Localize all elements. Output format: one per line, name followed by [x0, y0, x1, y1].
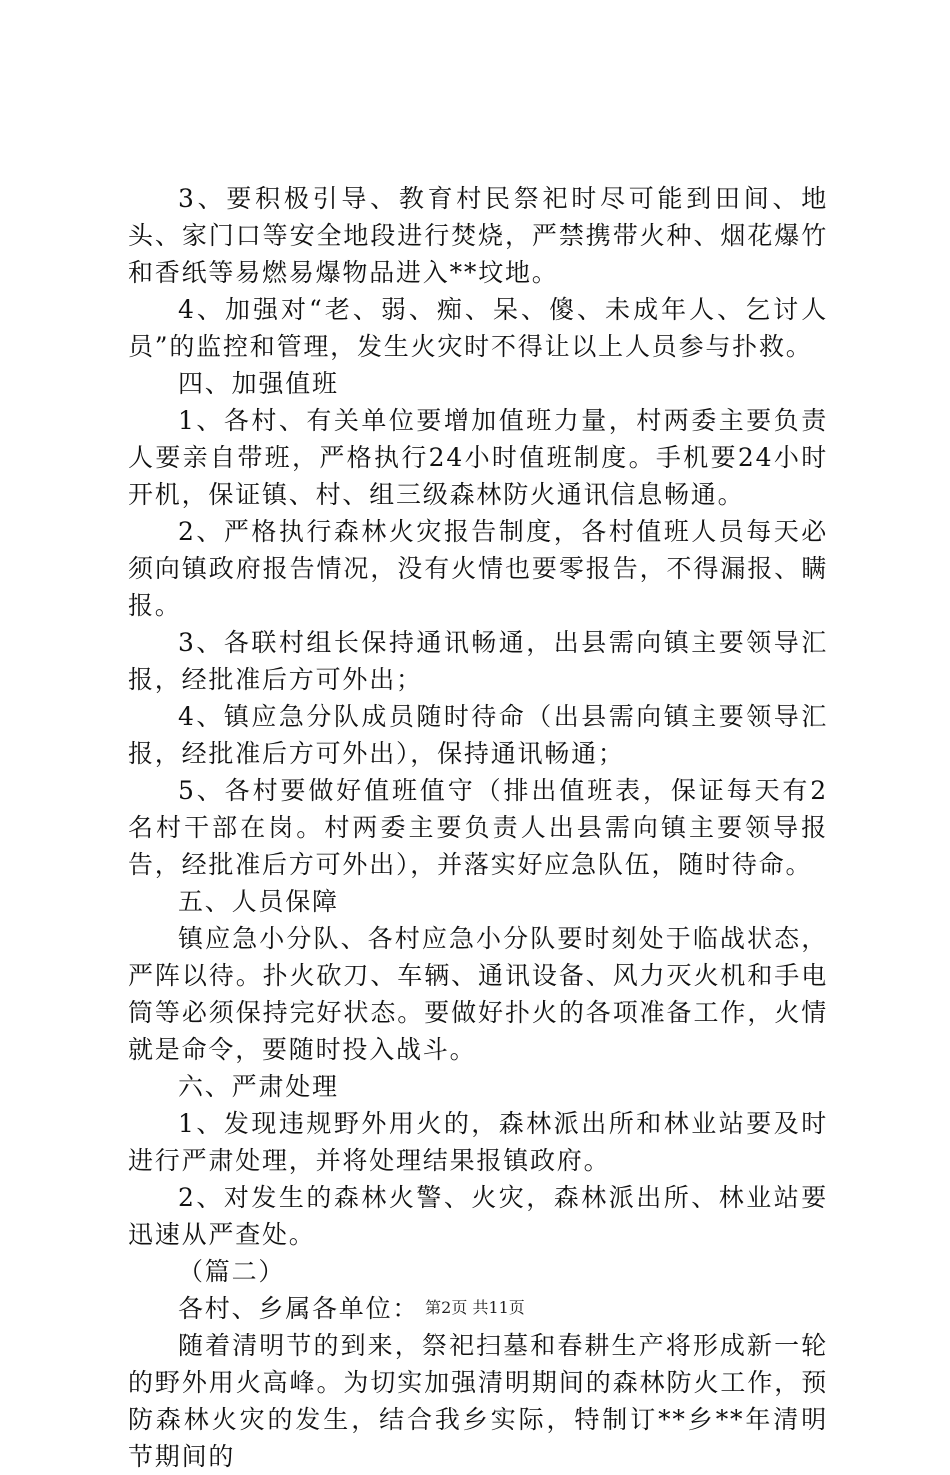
- section-heading-personnel: 五、人员保障: [178, 887, 339, 916]
- salutation: 各村、乡属各单位：: [178, 1294, 420, 1323]
- paragraph-duty-5: 5、各村要做好值班值守（排出值班表，保证每天有2名村干部在岗。村两委主要负责人出县需向镇主要领导报告，经批准后方可外出），并落实好应急队伍，随时待命。: [128, 776, 828, 879]
- paragraph-duty-1: 1、各村、有关单位要增加值班力量，村两委主要负责人要亲自带班，严格执行24小时值班制度。手机要24小时开机，保证镇、村、组三级森林防火通讯信息畅通。: [128, 406, 828, 509]
- paragraph-handling-1: 1、发现违规野外用火的，森林派出所和林业站要及时进行严肃处理，并将处理结果报镇政府。: [128, 1109, 828, 1175]
- document-body: [128, 180, 828, 1475]
- page-number-footer: 第2页 共11页: [425, 1298, 525, 1317]
- paragraph-item-3-fire-burning: 3、要积极引导、教育村民祭祀时尽可能到田间、地头、家门口等安全地段进行焚烧，严禁携带火种、烟花爆竹和香纸等易燃易爆物品进入**坟地。: [128, 184, 828, 287]
- paragraph-duty-4: 4、镇应急分队成员随时待命（出县需向镇主要领导汇报，经批准后方可外出），保持通讯畅通；: [128, 702, 828, 768]
- paragraph-handling-2: 2、对发生的森林火警、火灾，森林派出所、林业站要迅速从严查处。: [128, 1183, 828, 1249]
- paragraph-item-4-monitoring: 4、加强对“老、弱、痴、呆、傻、未成年人、乞讨人员”的监控和管理，发生火灾时不得让以上人员参与扑救。: [128, 295, 828, 361]
- paragraph-duty-2: 2、严格执行森林火灾报告制度，各村值班人员每天必须向镇政府报告情况，没有火情也要零报告，不得漏报、瞒报。: [128, 517, 828, 620]
- paragraph-duty-3: 3、各联村组长保持通讯畅通，出县需向镇主要领导汇报，经批准后方可外出；: [128, 628, 828, 694]
- section-heading-handling: 六、严肃处理: [178, 1072, 339, 1101]
- paragraph-intro-part-two: 随着清明节的到来，祭祀扫墓和春耕生产将形成新一轮的野外用火高峰。为切实加强清明期间的森林防火工作，预防森林火灾的发生，结合我乡实际，特制订**乡**年清明节期间的: [128, 1331, 828, 1471]
- paragraph-personnel: 镇应急小分队、各村应急小分队要时刻处于临战状态，严阵以待。扑火砍刀、车辆、通讯设备、风力灭火机和手电筒等必须保持完好状态。要做好扑火的各项准备工作，火情就是命令，要随时投入战斗。: [128, 924, 828, 1064]
- section-marker-part-two: （篇二）: [178, 1257, 286, 1286]
- section-heading-duty: 四、加强值班: [178, 369, 339, 398]
